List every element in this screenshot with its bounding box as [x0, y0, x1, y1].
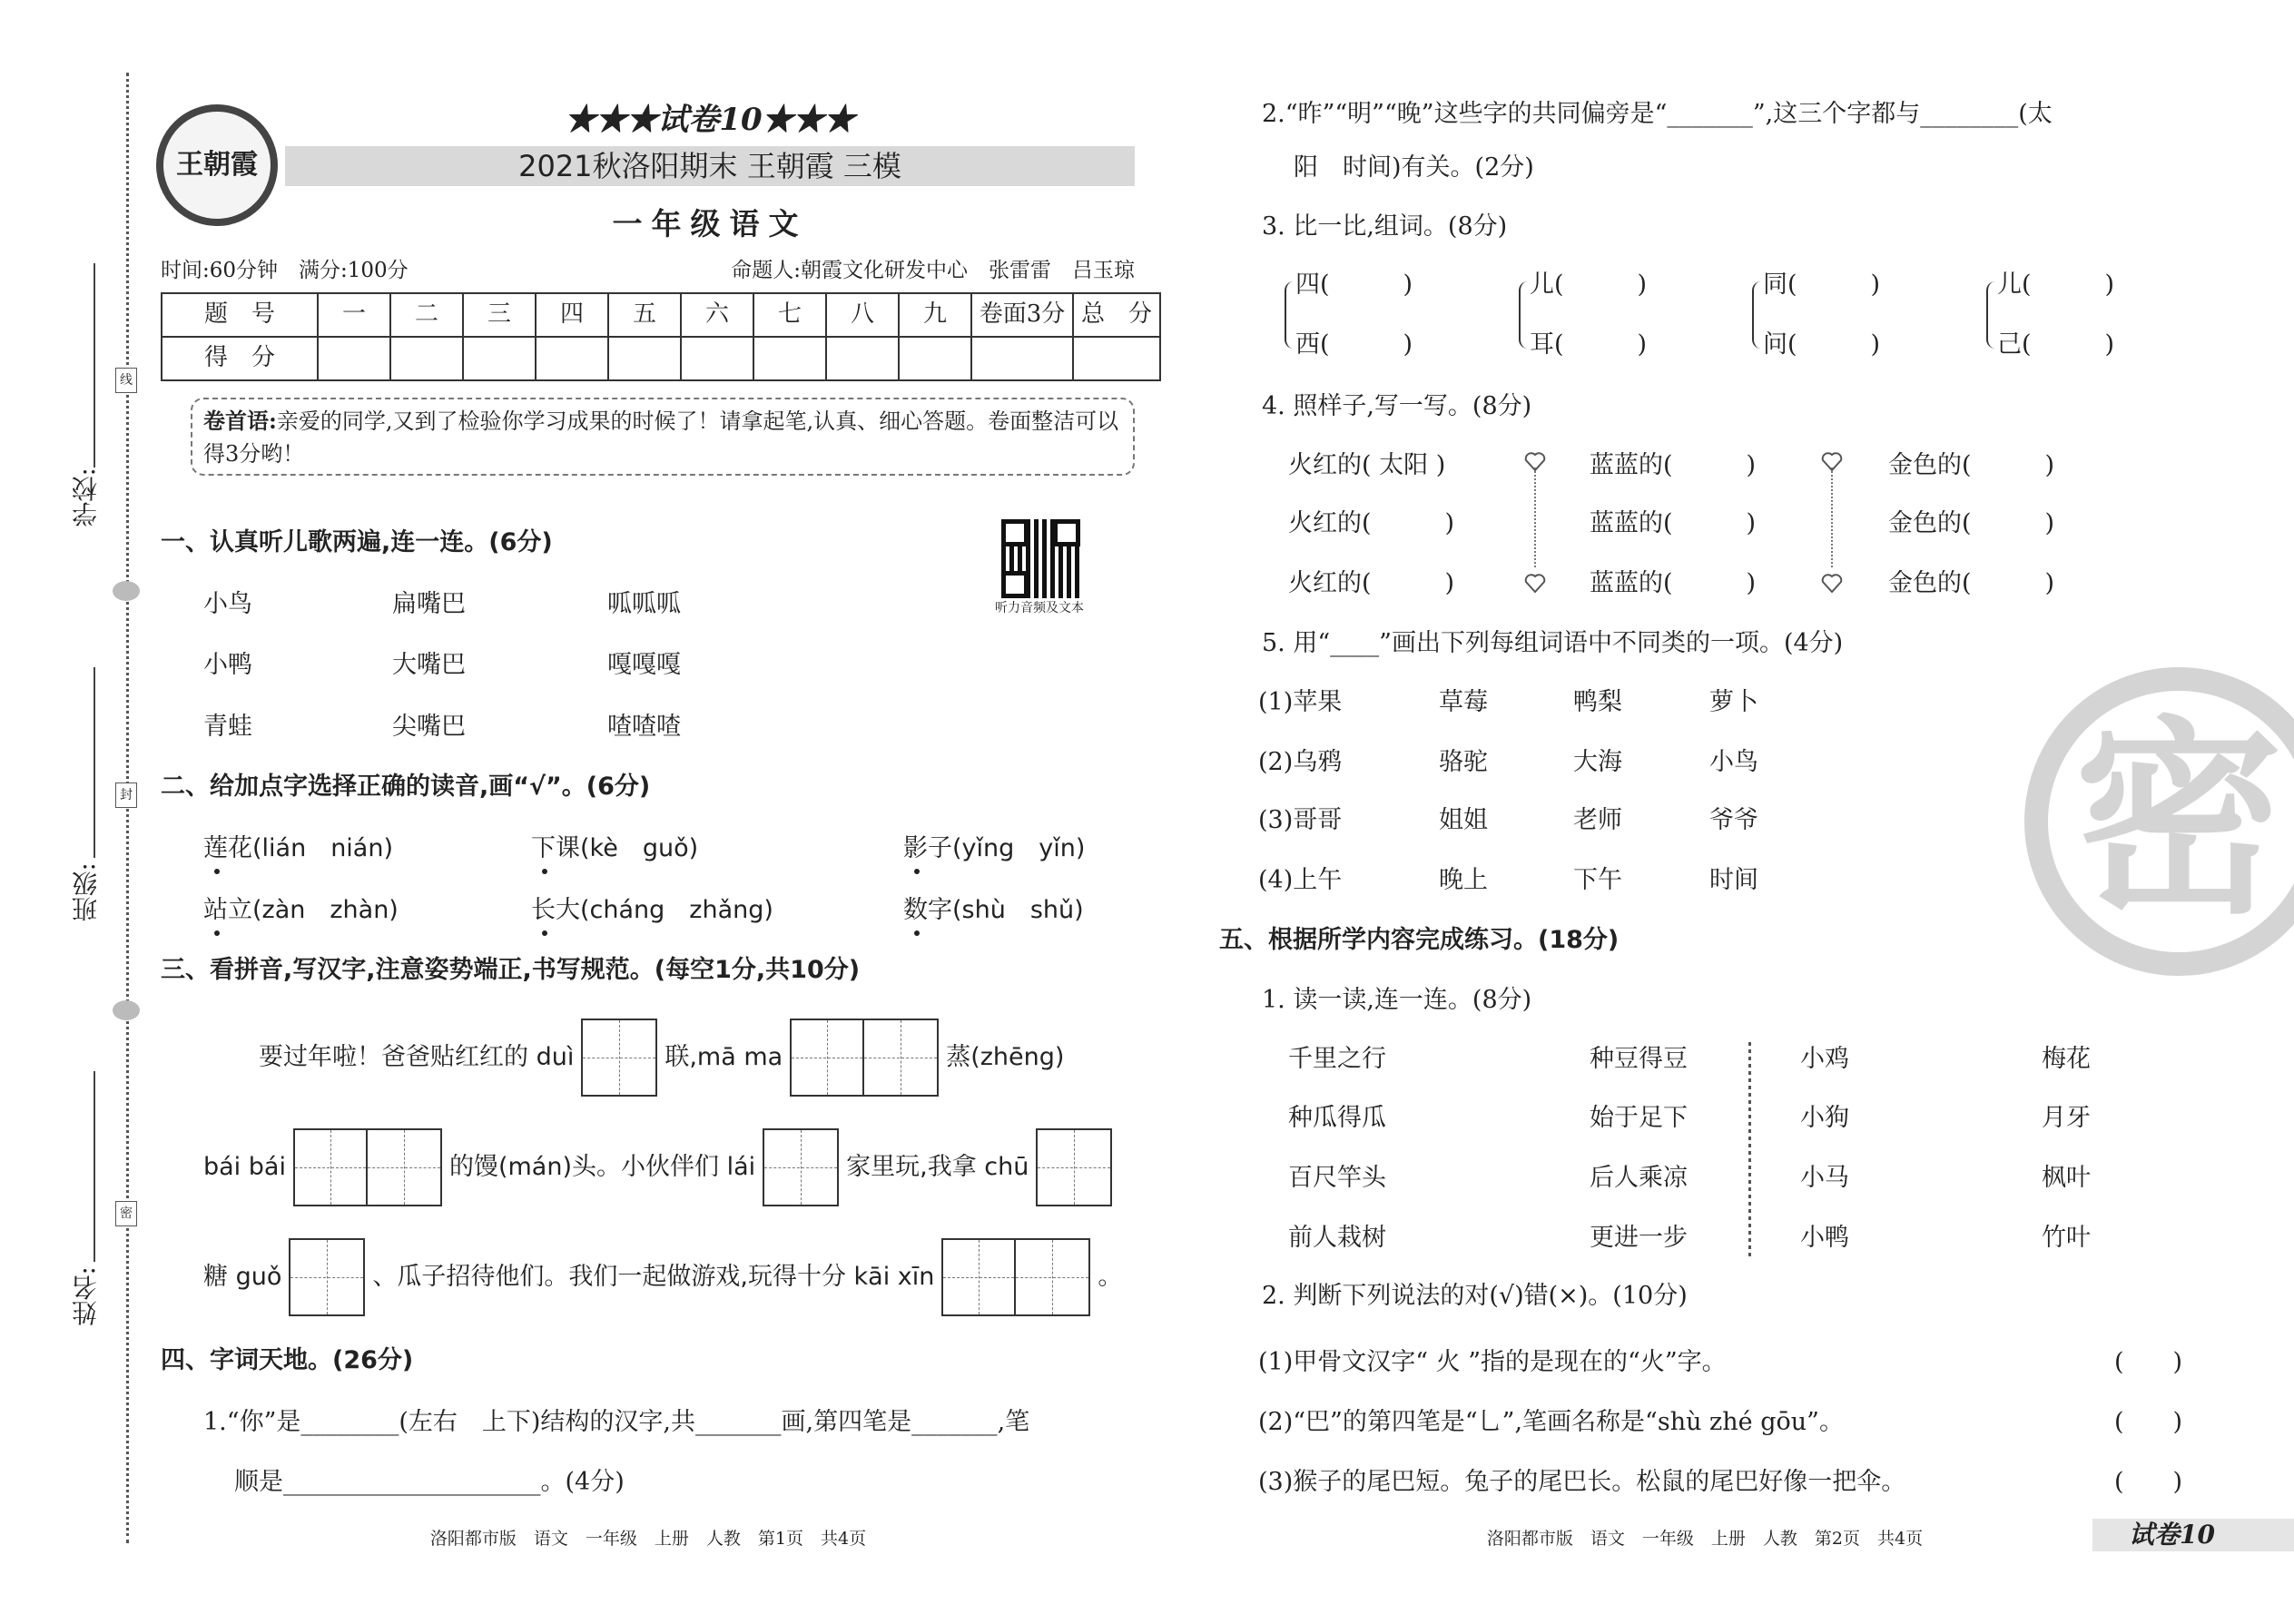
cut-mark-line: 线: [115, 368, 137, 393]
fill-line: [259, 1019, 1064, 1097]
pinyin-choice[interactable]: 站立(zàn zhàn): [203, 896, 399, 924]
word-group-item[interactable]: 儿( ): [1530, 271, 1648, 299]
writing-cell[interactable]: [1038, 1130, 1110, 1205]
word-option[interactable]: (3)哥哥: [1258, 806, 1343, 834]
match-item[interactable]: 梅花: [2042, 1045, 2091, 1073]
score-header-cell: 二: [390, 293, 463, 337]
score-table: [161, 292, 1161, 381]
word-option[interactable]: 草莓: [1439, 688, 1488, 716]
word-group-item[interactable]: 同( ): [1763, 271, 1881, 299]
writing-cell[interactable]: [792, 1020, 864, 1095]
word-group-item[interactable]: 儿( ): [1997, 271, 2115, 299]
line-text: 联,mā ma: [665, 1042, 783, 1071]
score-header-cell: 七: [753, 293, 826, 337]
q5-2-title: 2. 判断下列说法的对(√)错(×)。(10分): [1262, 1282, 1688, 1310]
match-word[interactable]: 大嘴巴: [392, 651, 466, 679]
match-item[interactable]: 种瓜得瓜: [1288, 1104, 1386, 1132]
word-option[interactable]: 鸭梨: [1573, 688, 1622, 716]
score-header-cell: 四: [536, 293, 608, 337]
section4-title: 四、字词天地。(26分): [161, 1346, 414, 1374]
class-underline[interactable]: [94, 667, 95, 858]
section2-title: 二、给加点字选择正确的读音,画“√”。(6分): [161, 773, 651, 801]
match-item[interactable]: 始于足下: [1590, 1104, 1688, 1132]
word-option[interactable]: 姐姐: [1439, 806, 1488, 834]
score-header-cell: 三: [463, 293, 536, 337]
preface-label: 卷首语:: [203, 408, 277, 434]
q4-3-title: 3. 比一比,组词。(8分): [1262, 212, 1508, 241]
score-header-cell: 卷面3分: [971, 293, 1073, 337]
pinyin-choice[interactable]: 长大(cháng zhǎng): [531, 896, 773, 924]
score-input-cell[interactable]: [1073, 337, 1160, 380]
writing-cell[interactable]: [295, 1130, 368, 1205]
word-option[interactable]: 爷爷: [1709, 806, 1758, 834]
subject-title: 一年级语文: [612, 206, 808, 241]
score-input-cell[interactable]: [390, 337, 463, 380]
cut-mark-seal: 封: [115, 782, 137, 808]
match-item[interactable]: 前人栽树: [1288, 1224, 1386, 1252]
emphasis-dot: [914, 869, 920, 874]
phrase-blank[interactable]: 金色的( ): [1888, 509, 2055, 537]
match-word[interactable]: 喳喳喳: [607, 713, 681, 741]
page1-footer: 洛阳都市版 语文 一年级 上册 人教 第1页 共4页: [429, 1529, 867, 1549]
brace: [1285, 281, 1295, 349]
q4-5-title: 5. 用“____”画出下列每组词语中不同类的一项。(4分): [1262, 629, 1844, 657]
match-item[interactable]: 百尺竿头: [1288, 1164, 1386, 1192]
score-input-cell[interactable]: [608, 337, 681, 380]
q4-4-title: 4. 照样子,写一写。(8分): [1262, 392, 1532, 420]
section3-title: 三、看拼音,写汉字,注意姿势端正,书写规范。(每空1分,共10分): [161, 956, 861, 984]
pinyin-choice[interactable]: 莲花(lián nián): [203, 834, 393, 862]
line-text: 要过年啦！爸爸贴红红的 duì: [259, 1042, 575, 1071]
word-option[interactable]: 小鸟: [1709, 748, 1758, 776]
paper-number: ★★★试卷10★★★: [565, 102, 855, 138]
word-option[interactable]: (2)乌鸦: [1258, 748, 1343, 776]
swirl-icon: [113, 1000, 140, 1020]
emphasis-dot: [542, 869, 547, 874]
heart-icon: [1523, 450, 1547, 472]
writing-cell[interactable]: [583, 1020, 655, 1095]
judgement-statement: (1)甲骨文汉字“ 火 ”指的是现在的“火”字。: [1258, 1348, 1727, 1376]
q4-2-line1: 2.“昨”“明”“晚”这些字的共同偏旁是“_______”,这三个字都与________(太: [1262, 100, 2053, 128]
match-item[interactable]: 小马: [1800, 1164, 1849, 1192]
line-text: 糖 guǒ: [203, 1262, 282, 1291]
decorative-chain: [1534, 468, 1536, 567]
paper-tag: 试卷10: [2092, 1519, 2294, 1551]
phrase-blank[interactable]: 火红的( ): [1288, 569, 1455, 597]
score-input-cell[interactable]: [899, 337, 971, 380]
match-item[interactable]: 小鸡: [1800, 1045, 1849, 1073]
match-item[interactable]: 小鸭: [1800, 1224, 1849, 1252]
q4-1-line1: 1.“你”是________(左右 上下)结构的汉字,共_______画,第四笔是_______,笔: [203, 1408, 1030, 1436]
phrase-blank[interactable]: 火红的( 太阳 ): [1288, 451, 1446, 479]
section1-title: 一、认真听儿歌两遍,连一连。(6分): [161, 528, 553, 556]
judgement-statement: (3)猴子的尾巴短。兔子的尾巴长。松鼠的尾巴好像一把伞。: [1258, 1468, 1906, 1496]
match-item[interactable]: 月牙: [2042, 1104, 2091, 1132]
heart-icon: [1523, 572, 1547, 594]
line-text: bái bái: [203, 1152, 286, 1181]
school-underline[interactable]: [94, 263, 95, 468]
score-input-cell[interactable]: [536, 337, 608, 380]
authors: 命题人:朝霞文化研发中心 张雷雷 吕玉琼: [731, 259, 1135, 282]
word-group-item[interactable]: 问( ): [1763, 330, 1881, 359]
time-info: 时间:60分钟 满分:100分: [161, 259, 409, 282]
emphasis-dot: [214, 930, 220, 936]
answer-parentheses[interactable]: ( ): [2114, 1408, 2183, 1436]
writing-box[interactable]: [1036, 1128, 1112, 1206]
word-option[interactable]: 下午: [1573, 866, 1622, 894]
score-header-cell: 题 号: [162, 293, 318, 337]
match-word[interactable]: 青蛙: [203, 713, 252, 741]
q4-2-line2: 阳 时间)有关。(2分): [1294, 153, 1534, 182]
score-header-cell: 八: [826, 293, 899, 337]
match-word[interactable]: 小鸟: [203, 590, 252, 618]
word-option[interactable]: 大海: [1573, 748, 1622, 776]
phrase-blank[interactable]: 蓝蓝的( ): [1590, 569, 1757, 597]
word-option[interactable]: 骆驼: [1439, 748, 1488, 776]
score-input-cell[interactable]: [463, 337, 536, 380]
decorative-chain: [1831, 468, 1833, 567]
match-item[interactable]: 后人乘凉: [1590, 1164, 1688, 1192]
phrase-blank[interactable]: 蓝蓝的( ): [1590, 509, 1757, 537]
score-header-cell: 五: [608, 293, 681, 337]
score-input-cell[interactable]: [318, 337, 390, 380]
name-underline[interactable]: [94, 1071, 95, 1262]
match-item[interactable]: 竹叶: [2042, 1224, 2091, 1252]
preface-text: 亲爱的同学,又到了检验你学习成果的时候了！请拿起笔,认真、细心答题。卷面整洁可以得3分哟！: [203, 408, 1119, 467]
writing-box[interactable]: [581, 1019, 657, 1097]
name-label: 姓名:: [71, 1266, 101, 1326]
score-header-cell: 九: [899, 293, 971, 337]
phrase-blank[interactable]: 金色的( ): [1888, 569, 2055, 597]
school-label: 学校:: [71, 468, 101, 527]
answer-parentheses[interactable]: ( ): [2114, 1348, 2183, 1376]
score-input-cell[interactable]: [681, 337, 753, 380]
judgement-statement: (2)“巴”的第四笔是“乚”,笔画名称是“shù zhé gōu”。: [1258, 1408, 1844, 1436]
binding-dotted-line: [126, 73, 129, 1543]
score-header-cell: 总 分: [1073, 293, 1160, 337]
divider-wavy-line: [1748, 1042, 1751, 1260]
score-input-cell[interactable]: [753, 337, 826, 380]
writing-cell[interactable]: [864, 1020, 937, 1095]
line-text: 家里玩,我拿 chū: [846, 1152, 1029, 1181]
qr-caption: 听力音频及文本: [995, 601, 1084, 615]
writing-box[interactable]: [289, 1238, 365, 1316]
word-option[interactable]: 时间: [1709, 866, 1758, 894]
pinyin-choice[interactable]: 数字(shù shǔ): [903, 896, 1084, 924]
match-item[interactable]: 小狗: [1800, 1104, 1849, 1132]
word-option[interactable]: (1)苹果: [1258, 688, 1343, 716]
score-header-cell: 六: [681, 293, 753, 337]
heart-icon: [1820, 450, 1844, 472]
line-text: 蒸(zhēng): [946, 1042, 1065, 1071]
exam-title: 2021秋洛阳期末 王朝霞 三模: [518, 149, 901, 183]
word-option[interactable]: 老师: [1573, 806, 1622, 834]
word-group-item[interactable]: 己( ): [1997, 330, 2115, 359]
match-item[interactable]: 千里之行: [1288, 1045, 1386, 1073]
writing-cell[interactable]: [764, 1130, 837, 1205]
class-label: 班级:: [71, 862, 101, 922]
page2-footer: 洛阳都市版 语文 一年级 上册 人教 第2页 共4页: [1486, 1529, 1924, 1549]
word-group-item[interactable]: 西( ): [1295, 330, 1413, 359]
writing-box[interactable]: [790, 1019, 939, 1097]
fill-line: [203, 1128, 1119, 1206]
score-input-cell[interactable]: [826, 337, 899, 380]
match-item[interactable]: 种豆得豆: [1590, 1045, 1688, 1073]
line-text: 、瓜子招待他们。我们一起做游戏,玩得十分 kāi xīn: [372, 1262, 935, 1291]
score-row-label: 得 分: [162, 337, 318, 380]
word-option[interactable]: 晚上: [1439, 866, 1488, 894]
pinyin-choice[interactable]: 下课(kè guǒ): [531, 834, 699, 862]
writing-box[interactable]: [293, 1128, 442, 1206]
q5-1-title: 1. 读一读,连一连。(8分): [1262, 986, 1532, 1014]
fill-line: [203, 1238, 1122, 1316]
phrase-blank[interactable]: 金色的( ): [1888, 451, 2055, 479]
score-header-cell: 一: [318, 293, 390, 337]
emphasis-dot: [542, 930, 547, 936]
match-word[interactable]: 尖嘴巴: [392, 713, 466, 741]
emphasis-dot: [914, 930, 920, 936]
q4-1-line2: 顺是_____________________。(4分): [234, 1468, 625, 1496]
match-word[interactable]: 呱呱呱: [607, 590, 681, 618]
swirl-icon: [113, 581, 140, 601]
brand-logo: 王朝霞: [156, 104, 278, 226]
confidential-watermark: 密: [2024, 667, 2294, 976]
cut-mark-secret: 密: [115, 1201, 137, 1226]
writing-cell[interactable]: [290, 1240, 363, 1314]
writing-box[interactable]: [763, 1128, 839, 1206]
answer-parentheses[interactable]: ( ): [2114, 1468, 2183, 1496]
pinyin-choice[interactable]: 影子(yǐng yǐn): [903, 834, 1086, 862]
line-text: 。: [1098, 1262, 1123, 1291]
score-input-cell[interactable]: [971, 337, 1073, 380]
word-group-item[interactable]: 四( ): [1295, 271, 1413, 299]
qr-code[interactable]: [1001, 519, 1080, 598]
brace: [1519, 281, 1530, 349]
match-word[interactable]: 嘎嘎嘎: [607, 651, 681, 679]
writing-cell[interactable]: [368, 1130, 440, 1205]
brace: [1752, 281, 1763, 349]
word-option[interactable]: (4)上午: [1258, 866, 1343, 894]
writing-cell[interactable]: [943, 1240, 1016, 1314]
emphasis-dot: [214, 869, 220, 874]
line-text: 的馒(mán)头。小伙伴们 lái: [448, 1152, 756, 1181]
match-item[interactable]: 更进一步: [1590, 1224, 1688, 1252]
phrase-blank[interactable]: 蓝蓝的( ): [1590, 451, 1757, 479]
match-word[interactable]: 小鸭: [203, 651, 252, 679]
word-group-item[interactable]: 耳( ): [1530, 330, 1648, 359]
section5-title: 五、根据所学内容完成练习。(18分): [1219, 926, 1620, 954]
brace: [1986, 281, 1997, 349]
preface-box: [191, 398, 1135, 476]
match-word[interactable]: 扁嘴巴: [392, 590, 466, 618]
writing-cell[interactable]: [1016, 1240, 1088, 1314]
writing-box[interactable]: [941, 1238, 1090, 1316]
phrase-blank[interactable]: 火红的( ): [1288, 509, 1455, 537]
word-option[interactable]: 萝卜: [1709, 688, 1758, 716]
heart-icon: [1820, 572, 1844, 594]
match-item[interactable]: 枫叶: [2042, 1164, 2091, 1192]
